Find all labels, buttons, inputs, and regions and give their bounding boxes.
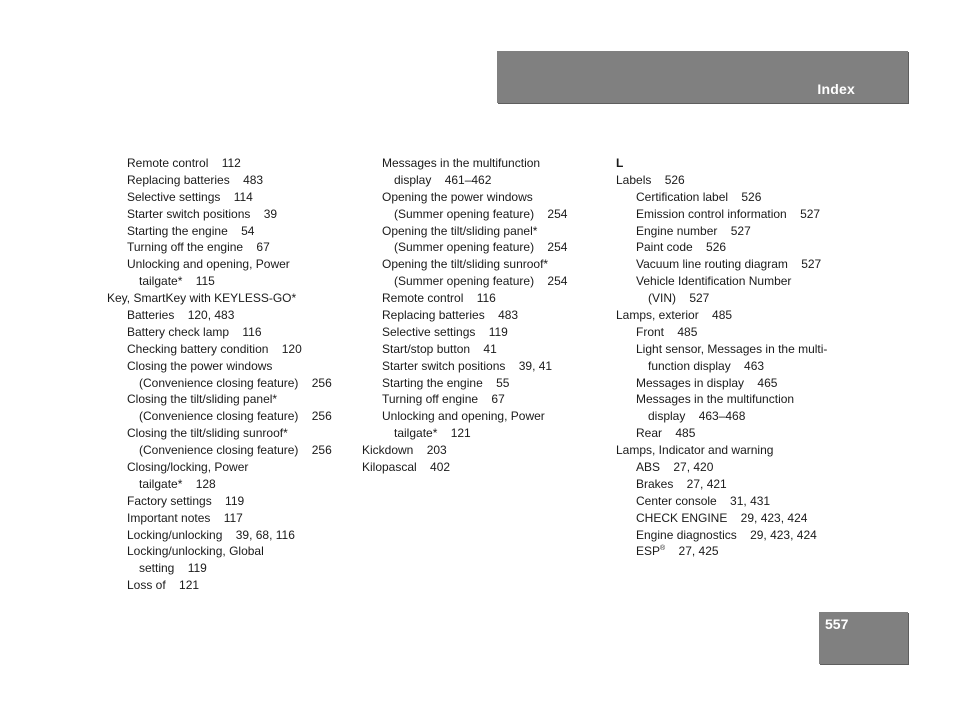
index-entry-text: L <box>616 156 624 170</box>
index-entry <box>362 358 607 375</box>
registered-mark: ® <box>660 545 666 553</box>
index-entry-text: (Convenience closing feature) 256 <box>139 443 332 458</box>
index-entry <box>107 391 352 408</box>
index-entry <box>107 290 352 307</box>
index-entry <box>107 155 352 172</box>
index-entry-text: Engine diagnostics 29, 423, 424 <box>636 527 817 542</box>
index-entry-text: Starting the engine 54 <box>127 223 255 238</box>
index-entry <box>107 493 352 510</box>
index-entry-text: Important notes 117 <box>127 510 243 525</box>
index-entry-text: Selective settings 114 <box>127 189 253 204</box>
index-entry-text: Emission control information 527 <box>636 206 821 221</box>
index-column-2 <box>362 155 607 476</box>
index-entry-text: Lamps, exterior 485 <box>616 308 733 323</box>
section-title: Index <box>817 81 855 97</box>
index-entry-text: Messages in the multifunction <box>636 392 795 407</box>
index-entry-text: Closing the tilt/sliding sunroof* <box>127 426 288 441</box>
index-entry-text: Replacing batteries 483 <box>127 172 264 187</box>
index-entry <box>616 527 861 544</box>
index-entry <box>616 358 861 375</box>
index-entry <box>107 476 352 493</box>
index-entry-text: Light sensor, Messages in the multi- <box>636 341 828 356</box>
index-entry-text: Replacing batteries 483 <box>382 308 519 323</box>
index-column-1 <box>107 155 352 594</box>
index-entry <box>362 290 607 307</box>
index-entry <box>107 256 352 273</box>
index-entry <box>362 189 607 206</box>
index-entry <box>616 172 861 189</box>
index-entry-text: function display 463 <box>648 358 765 373</box>
header-bar <box>497 51 908 103</box>
index-entry <box>107 324 352 341</box>
index-entry <box>107 543 352 560</box>
index-entry-text: Vacuum line routing diagram 527 <box>636 257 822 272</box>
index-entry <box>362 408 607 425</box>
index-entry <box>107 442 352 459</box>
index-entry-text: ABS 27, 420 <box>636 460 714 475</box>
index-entry <box>107 408 352 425</box>
index-entry <box>107 273 352 290</box>
index-entry <box>362 273 607 290</box>
index-entry <box>362 459 607 476</box>
index-entry <box>616 307 861 324</box>
index-entry <box>362 425 607 442</box>
index-entry-text: (Convenience closing feature) 256 <box>139 409 332 424</box>
index-entry-text: setting 119 <box>139 561 207 576</box>
index-entry <box>107 172 352 189</box>
index-entry-text: Labels 526 <box>616 172 685 187</box>
index-entry-text: Battery check lamp 116 <box>127 324 262 339</box>
index-entry <box>616 375 861 392</box>
index-entry-text: Lamps, Indicator and warning <box>616 443 774 458</box>
index-entry <box>616 256 861 273</box>
index-entry <box>616 206 861 223</box>
index-entry-text: Vehicle Identification Number <box>636 274 792 289</box>
index-entry-text: tailgate* 115 <box>139 274 215 289</box>
index-entry-text: Remote control 112 <box>127 156 241 170</box>
index-entry-text: Brakes 27, 421 <box>636 476 727 491</box>
index-entry <box>616 290 861 307</box>
index-entry <box>616 324 861 341</box>
index-entry-text: display 463–468 <box>648 409 746 424</box>
index-entry <box>362 442 607 459</box>
index-entry <box>107 425 352 442</box>
index-entry-text: Starting the engine 55 <box>382 375 510 390</box>
index-entry-text: Checking battery condition 120 <box>127 341 302 356</box>
page-number-box <box>819 612 908 664</box>
index-entry-text: ESP <box>636 544 661 559</box>
index-entry-text: Starter switch positions 39 <box>127 206 278 221</box>
index-entry <box>362 239 607 256</box>
index-entry <box>362 155 607 172</box>
index-entry <box>362 391 607 408</box>
index-entry-text: Batteries 120, 483 <box>127 308 235 323</box>
index-entry <box>107 527 352 544</box>
index-entry-text: (Summer opening feature) 254 <box>394 240 568 255</box>
index-column-3 <box>616 155 861 560</box>
index-entry <box>107 341 352 358</box>
index-entry <box>362 375 607 392</box>
index-entry <box>107 206 352 223</box>
index-entry-text: Unlocking and opening, Power <box>127 257 290 272</box>
index-entry-text: tailgate* 128 <box>139 476 216 491</box>
index-entry <box>362 307 607 324</box>
index-entry <box>107 560 352 577</box>
index-entry <box>107 189 352 206</box>
index-entry-text: Closing the power windows <box>127 358 273 373</box>
index-entry <box>616 391 861 408</box>
index-entry-text: tailgate* 121 <box>394 426 471 441</box>
index-entry <box>362 172 607 189</box>
index-entry-text: Engine number 527 <box>636 223 751 238</box>
index-entry-text: Certification label 526 <box>636 189 762 204</box>
index-entry-text: Messages in display 465 <box>636 375 778 390</box>
index-entry-text: Locking/unlocking, Global <box>127 544 264 559</box>
index-entry <box>107 459 352 476</box>
index-entry <box>616 442 861 459</box>
index-entry <box>616 543 861 560</box>
index-entry-text: Turning off the engine 67 <box>127 240 270 255</box>
index-entry-text: Paint code 526 <box>636 240 727 255</box>
index-entry-text: Start/stop button 41 <box>382 341 497 356</box>
index-entry-text: display 461–462 <box>394 172 492 187</box>
index-entry <box>362 341 607 358</box>
index-entry-text: Locking/unlocking 39, 68, 116 <box>127 527 295 542</box>
index-entry-text: (VIN) 527 <box>648 291 710 306</box>
index-entry-text: Unlocking and opening, Power <box>382 409 545 424</box>
index-entry <box>616 493 861 510</box>
index-entry-pages: 27, 425 <box>665 544 719 559</box>
index-entry-text: Opening the power windows <box>382 189 533 204</box>
index-entry-text: (Convenience closing feature) 256 <box>139 375 332 390</box>
index-entry-text: (Summer opening feature) 254 <box>394 274 568 289</box>
index-entry <box>616 459 861 476</box>
index-entry-text: Loss of 121 <box>127 578 200 593</box>
index-entry-text: Kickdown 203 <box>362 443 447 458</box>
index-entry <box>616 273 861 290</box>
index-entry-text: Key, SmartKey with KEYLESS-GO* <box>107 291 297 306</box>
index-entry <box>616 408 861 425</box>
index-entry <box>107 510 352 527</box>
index-entry <box>107 239 352 256</box>
index-entry <box>362 324 607 341</box>
index-entry <box>616 476 861 493</box>
index-entry-text: Center console 31, 431 <box>636 493 771 508</box>
index-entry-text: Closing/locking, Power <box>127 460 249 475</box>
index-entry-text: Turning off engine 67 <box>382 392 505 407</box>
index-entry-text: Closing the tilt/sliding panel* <box>127 392 278 407</box>
index-entry <box>616 223 861 240</box>
index-entry-text: Kilopascal 402 <box>362 460 451 475</box>
index-entry <box>107 358 352 375</box>
index-entry <box>616 341 861 358</box>
index-entry-text: Selective settings 119 <box>382 324 508 339</box>
index-entry <box>616 425 861 442</box>
index-entry <box>362 223 607 240</box>
index-entry-text: Rear 485 <box>636 426 696 441</box>
index-letter-heading <box>616 155 861 172</box>
index-entry-text: Opening the tilt/sliding sunroof* <box>382 257 549 272</box>
index-entry <box>362 256 607 273</box>
index-entry <box>616 510 861 527</box>
index-entry-text: Opening the tilt/sliding panel* <box>382 223 538 238</box>
index-entry-text: CHECK ENGINE 29, 423, 424 <box>636 510 808 525</box>
index-entry <box>107 375 352 392</box>
index-entry-text: (Summer opening feature) 254 <box>394 206 568 221</box>
index-entry <box>616 189 861 206</box>
index-entry-text: Front 485 <box>636 324 698 339</box>
index-entry-text: Starter switch positions 39, 41 <box>382 358 553 373</box>
index-entry-text: Messages in the multifunction <box>382 156 541 170</box>
index-entry <box>616 239 861 256</box>
index-entry <box>107 307 352 324</box>
index-entry-text: Remote control 116 <box>382 291 496 306</box>
index-entry-text: Factory settings 119 <box>127 493 245 508</box>
index-entry <box>107 577 352 594</box>
index-entry <box>362 206 607 223</box>
page-number: 557 <box>825 616 849 632</box>
index-entry <box>107 223 352 240</box>
